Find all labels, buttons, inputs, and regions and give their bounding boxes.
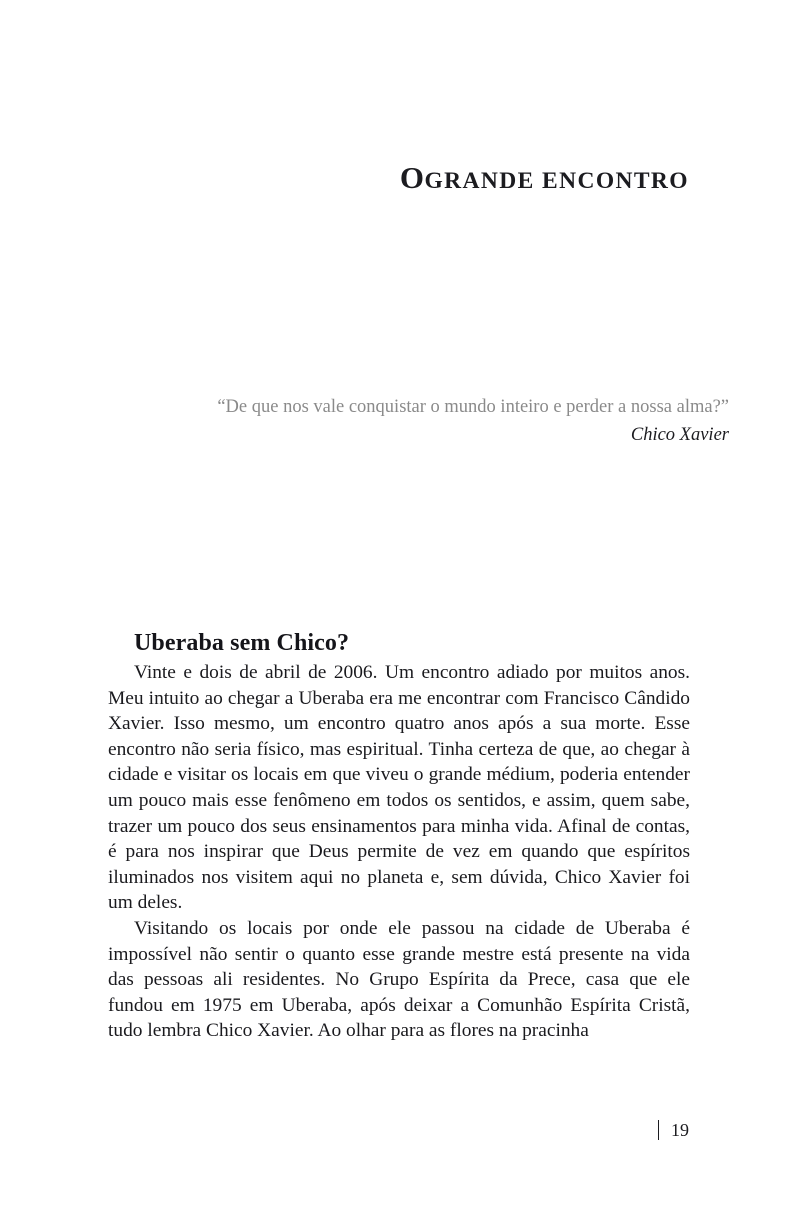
page-footer <box>108 1118 689 1142</box>
folio-rule-icon <box>658 1120 660 1140</box>
body-paragraph-2: Visitando os locais por onde ele passou na cidade de Uberaba é impossível não sentir o quanto esse grande mestre está presente na vida das pessoas ali residentes. No Grupo Espírita da Prece, casa que ele fundou em 1975 em Uberaba, após deixar a Comunhão Espírita Cristã, tudo lembra Chico Xavier. Ao olhar para as flores na pracinha <box>108 917 690 1042</box>
epigraph-author: Chico Xavier <box>630 425 729 445</box>
chapter-title-rest: GRANDE ENCONTRO <box>424 168 689 195</box>
chapter-title <box>108 161 689 194</box>
chapter-title-initial: O <box>399 160 425 196</box>
epigraph <box>148 394 729 448</box>
section-heading: Uberaba sem Chico? <box>134 629 350 656</box>
page-number: 19 <box>671 1120 689 1140</box>
body-paragraph-1: Vinte e dois de abril de 2006. Um encontro adiado por muitos anos. Meu intuito ao chegar a Uberaba era me encontrar com Francisco Cândido Xavier. Isso mesmo, um encontro quatro anos após a sua morte. Esse encontro não seria físico, mas espiritual. Tinha certeza de que, ao chegar à cidade e visitar os locais em que viveu o grande médium, poderia entender um pouco mais esse fenômeno em todos os sentidos, e assim, quem sabe, trazer um pouco dos seus ensinamentos para minha vida. Afinal de contas, é para nos inspirar que Deus permite de vez em quando que espíritos iluminados nos visitem aqui no planeta e, sem dúvida, Chico Xavier foi um deles. <box>108 662 690 914</box>
body-copy <box>108 660 690 1044</box>
epigraph-quote: “De que nos vale conquistar o mundo inteiro e perder a nossa alma?” <box>217 397 729 417</box>
